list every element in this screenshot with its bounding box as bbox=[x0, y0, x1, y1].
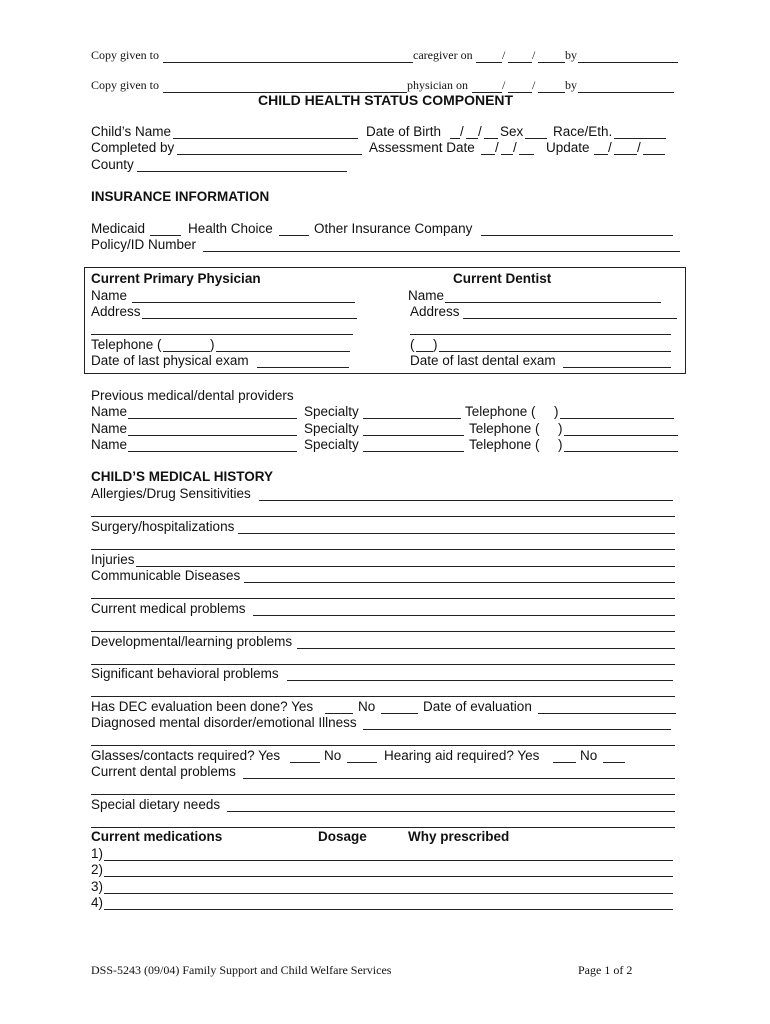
slash: / bbox=[532, 48, 536, 62]
dentist-name-field[interactable] bbox=[445, 290, 661, 303]
copy-given-label-1: Copy given to bbox=[91, 48, 159, 62]
dental-problems-label: Current dental problems bbox=[91, 764, 236, 779]
dob-day-field[interactable] bbox=[466, 126, 478, 139]
allergies-field[interactable] bbox=[259, 488, 673, 501]
prev-telephone-field-1[interactable] bbox=[560, 406, 674, 419]
health-choice-field[interactable] bbox=[279, 223, 309, 236]
physician-name-label: Name bbox=[91, 288, 128, 303]
policy-id-label: Policy/ID Number bbox=[91, 237, 197, 252]
dob-year-field[interactable] bbox=[484, 126, 498, 139]
prev-specialty-label-1: Specialty bbox=[304, 404, 359, 419]
physician-on-label: physician on bbox=[407, 78, 468, 92]
glasses-label: Glasses/contacts required? Yes bbox=[91, 748, 281, 763]
physician-heading: Current Primary Physician bbox=[91, 271, 261, 286]
medications-heading: Current medications bbox=[91, 829, 223, 844]
dec-eval-label: Has DEC evaluation been done? Yes bbox=[91, 699, 314, 714]
slash: / bbox=[495, 140, 499, 155]
hearing-label: Hearing aid required? Yes bbox=[384, 748, 540, 763]
sex-field[interactable] bbox=[525, 126, 547, 139]
close-paren: ) bbox=[554, 404, 559, 419]
medication-number: 1) bbox=[91, 846, 104, 861]
prev-specialty-field-3[interactable] bbox=[363, 439, 464, 452]
by-label: by bbox=[565, 78, 577, 92]
prev-name-label-1: Name bbox=[91, 404, 128, 419]
race-label: Race/Eth. bbox=[553, 124, 613, 139]
dietary-field[interactable] bbox=[227, 799, 675, 812]
dentist-address-line-2[interactable] bbox=[410, 334, 671, 335]
dentist-address-label: Address bbox=[410, 304, 460, 319]
developmental-line-2[interactable] bbox=[91, 664, 675, 665]
close-paren: ) bbox=[558, 421, 563, 436]
slash: / bbox=[637, 140, 641, 155]
physical-exam-field[interactable] bbox=[257, 355, 349, 368]
dec-yes-field[interactable] bbox=[325, 701, 353, 714]
prev-telephone-field-3[interactable] bbox=[564, 439, 678, 452]
surgery-field[interactable] bbox=[238, 521, 675, 534]
assessment-month-field[interactable] bbox=[481, 142, 495, 155]
race-field[interactable] bbox=[614, 126, 666, 139]
childs-name-field[interactable] bbox=[173, 126, 358, 139]
update-year-field[interactable] bbox=[643, 142, 665, 155]
close-paren: ) bbox=[433, 337, 438, 352]
prev-telephone-label-1: Telephone ( bbox=[465, 404, 536, 419]
hearing-no-field[interactable] bbox=[603, 750, 625, 763]
dec-no-label: No bbox=[358, 699, 376, 714]
medication-number: 4) bbox=[91, 895, 104, 910]
dental-problems-line-2[interactable] bbox=[91, 794, 675, 795]
diagnosed-label: Diagnosed mental disorder/emotional Illness bbox=[91, 715, 357, 730]
county-field[interactable] bbox=[137, 159, 347, 172]
medication-field-2[interactable] bbox=[104, 864, 673, 877]
prev-specialty-field-1[interactable] bbox=[363, 406, 461, 419]
medication-field-4[interactable] bbox=[104, 897, 673, 910]
behavioral-label: Significant behavioral problems bbox=[91, 666, 279, 681]
physician-address-label: Address bbox=[91, 304, 141, 319]
county-label: County bbox=[91, 157, 134, 172]
prev-name-label-3: Name bbox=[91, 437, 128, 452]
previous-providers-heading: Previous medical/dental providers bbox=[91, 388, 294, 403]
medicaid-field[interactable] bbox=[150, 223, 181, 236]
copy-given-label-2: Copy given to bbox=[91, 78, 159, 92]
date-eval-label: Date of evaluation bbox=[423, 699, 532, 714]
behavioral-line-2[interactable] bbox=[91, 696, 675, 697]
form-id-footer: DSS-5243 (09/04) Family Support and Child Welfare Services bbox=[91, 963, 392, 977]
medication-number: 3) bbox=[91, 879, 104, 894]
glasses-yes-field[interactable] bbox=[290, 750, 320, 763]
other-insurance-field[interactable] bbox=[481, 223, 673, 236]
close-paren: ) bbox=[558, 437, 563, 452]
completed-by-field[interactable] bbox=[177, 142, 362, 155]
date-eval-field[interactable] bbox=[538, 701, 676, 714]
caregiver-by-field[interactable] bbox=[578, 50, 678, 63]
physician-name-field[interactable] bbox=[132, 290, 355, 303]
communicable-line-2[interactable] bbox=[91, 598, 675, 599]
prev-telephone-label-2: Telephone ( bbox=[469, 421, 540, 436]
sex-label: Sex bbox=[500, 124, 524, 139]
prev-name-field-1[interactable] bbox=[128, 406, 297, 419]
policy-id-field[interactable] bbox=[203, 239, 680, 252]
developmental-field[interactable] bbox=[297, 636, 675, 649]
open-paren: ( bbox=[410, 337, 415, 352]
injuries-label: Injuries bbox=[91, 552, 135, 567]
prev-specialty-label-2: Specialty bbox=[304, 421, 359, 436]
dental-problems-field[interactable] bbox=[243, 766, 675, 779]
physician-address-line-2[interactable] bbox=[91, 334, 353, 335]
slash: / bbox=[502, 48, 506, 62]
completed-by-label: Completed by bbox=[91, 140, 175, 155]
dentist-area-code-field[interactable] bbox=[416, 339, 433, 352]
current-problems-field[interactable] bbox=[253, 603, 675, 616]
update-month-field[interactable] bbox=[594, 142, 608, 155]
prev-telephone-field-2[interactable] bbox=[564, 423, 678, 436]
dentist-telephone-field[interactable] bbox=[439, 339, 671, 352]
communicable-label: Communicable Diseases bbox=[91, 568, 241, 583]
page-title: CHILD HEALTH STATUS COMPONENT bbox=[258, 92, 514, 108]
behavioral-field[interactable] bbox=[287, 668, 673, 681]
caregiver-month-field[interactable] bbox=[476, 50, 502, 63]
diagnosed-field[interactable] bbox=[363, 717, 671, 730]
hearing-no-label: No bbox=[580, 748, 598, 763]
prev-name-field-3[interactable] bbox=[128, 439, 297, 452]
medication-number: 2) bbox=[91, 862, 104, 877]
childs-name-label: Child’s Name bbox=[91, 124, 172, 139]
physician-area-code-field[interactable] bbox=[163, 339, 210, 352]
dosage-heading: Dosage bbox=[318, 829, 367, 844]
insurance-heading: INSURANCE INFORMATION bbox=[91, 189, 270, 204]
glasses-no-field[interactable] bbox=[347, 750, 377, 763]
injuries-field[interactable] bbox=[136, 554, 675, 567]
assessment-date-label: Assessment Date bbox=[369, 140, 475, 155]
assessment-day-field[interactable] bbox=[501, 142, 513, 155]
allergies-label: Allergies/Drug Sensitivities bbox=[91, 486, 251, 501]
why-prescribed-heading: Why prescribed bbox=[408, 829, 510, 844]
physician-telephone-field[interactable] bbox=[216, 339, 350, 352]
health-choice-label: Health Choice bbox=[188, 221, 273, 236]
copy-given-to-field-1[interactable] bbox=[163, 50, 413, 63]
diagnosed-line-2[interactable] bbox=[91, 745, 675, 746]
physical-exam-label: Date of last physical exam bbox=[91, 353, 249, 368]
current-problems-label: Current medical problems bbox=[91, 601, 246, 616]
prev-specialty-field-2[interactable] bbox=[363, 423, 464, 436]
close-paren: ) bbox=[210, 337, 215, 352]
caregiver-year-field[interactable] bbox=[538, 50, 565, 63]
developmental-label: Developmental/learning problems bbox=[91, 634, 293, 649]
hearing-yes-field[interactable] bbox=[553, 750, 576, 763]
dentist-address-field[interactable] bbox=[463, 306, 677, 319]
slash: / bbox=[502, 78, 506, 92]
update-day-field[interactable] bbox=[614, 142, 637, 155]
dentist-name-label: Name bbox=[408, 288, 445, 303]
prev-name-label-2: Name bbox=[91, 421, 128, 436]
surgery-label: Surgery/hospitalizations bbox=[91, 519, 235, 534]
medicaid-label: Medicaid bbox=[91, 221, 146, 236]
caregiver-day-field[interactable] bbox=[508, 50, 532, 63]
dob-label: Date of Birth bbox=[366, 124, 442, 139]
physician-telephone-label: Telephone ( bbox=[91, 337, 162, 352]
caregiver-on-label: caregiver on bbox=[413, 48, 473, 62]
prev-specialty-label-3: Specialty bbox=[304, 437, 359, 452]
prev-telephone-label-3: Telephone ( bbox=[469, 437, 540, 452]
medication-field-3[interactable] bbox=[104, 881, 673, 894]
by-label: by bbox=[565, 48, 577, 62]
slash: / bbox=[513, 140, 517, 155]
update-label: Update bbox=[546, 140, 590, 155]
allergies-line-2[interactable] bbox=[91, 516, 675, 517]
glasses-no-label: No bbox=[324, 748, 342, 763]
dob-month-field[interactable] bbox=[450, 126, 460, 139]
page-number: Page 1 of 2 bbox=[578, 963, 633, 977]
dietary-label: Special dietary needs bbox=[91, 797, 221, 812]
communicable-field[interactable] bbox=[244, 570, 675, 583]
dental-exam-field[interactable] bbox=[563, 355, 671, 368]
physician-year-field[interactable] bbox=[538, 80, 565, 93]
medication-field-1[interactable] bbox=[104, 848, 673, 861]
slash: / bbox=[460, 124, 464, 139]
dec-no-field[interactable] bbox=[381, 701, 418, 714]
slash: / bbox=[532, 78, 536, 92]
slash: / bbox=[608, 140, 612, 155]
physician-by-field[interactable] bbox=[578, 80, 674, 93]
other-insurance-label: Other Insurance Company bbox=[314, 221, 473, 236]
current-problems-line-2[interactable] bbox=[91, 631, 675, 632]
medical-history-heading: CHILD’S MEDICAL HISTORY bbox=[91, 469, 274, 484]
slash: / bbox=[478, 124, 482, 139]
physician-address-field[interactable] bbox=[142, 306, 357, 319]
dietary-line-2[interactable] bbox=[91, 827, 675, 828]
dental-exam-label: Date of last dental exam bbox=[410, 353, 556, 368]
prev-name-field-2[interactable] bbox=[128, 423, 297, 436]
assessment-year-field[interactable] bbox=[519, 142, 534, 155]
surgery-line-2[interactable] bbox=[91, 549, 675, 550]
dentist-heading: Current Dentist bbox=[453, 271, 552, 286]
